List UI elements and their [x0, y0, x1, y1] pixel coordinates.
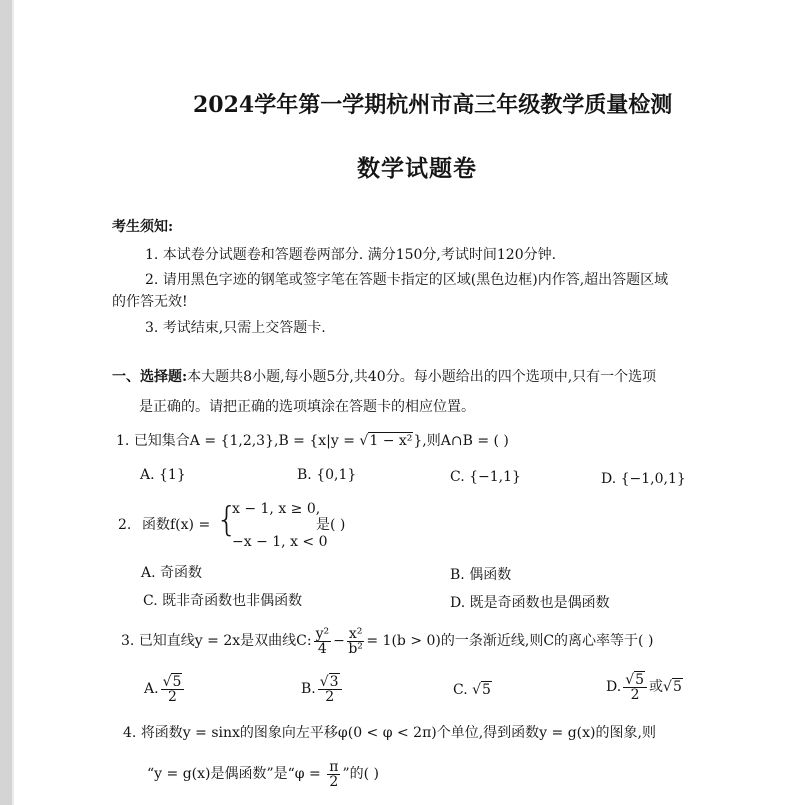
- q3-frac2-den: b²: [348, 640, 363, 657]
- q3-frac2-num: x²: [348, 625, 363, 642]
- notice-item-2: 2. 请用黑色字迹的钢笔或签字笔在答题卡指定的区域(黑色边框)内作答,超出答题区域: [145, 272, 669, 288]
- notice-heading: 考生须知:: [112, 219, 174, 235]
- q4-line-2a: “y = g(x)是偶函数”是“φ =: [147, 766, 326, 782]
- q3-frac1-den: 4: [317, 640, 327, 657]
- q1-option-b: B. {0,1}: [297, 467, 357, 483]
- q1-option-d: D. {−1,0,1}: [601, 471, 686, 487]
- q1-stem-b: },则A∩B = ( ): [413, 433, 509, 449]
- q1-stem-a: 已知集合A = {1,2,3},B = {x|y =: [133, 433, 360, 449]
- page-edge-shadow: [12, 0, 14, 805]
- page-edge: [0, 0, 12, 805]
- section-heading: 一、选择题:: [112, 369, 188, 385]
- notice-item-1: 1. 本试卷分试题卷和答题卷两部分. 满分150分,考试时间120分钟.: [145, 247, 557, 263]
- q2-option-d: D. 既是奇函数也是偶函数: [450, 595, 610, 611]
- question-3: [121, 626, 653, 656]
- question-1: 1. 已知集合A = {1,2,3},B = {x|y = √1 − x²},则A∩B = ( ): [116, 433, 509, 449]
- q3-stem-a: 已知直线y = 2x是双曲线C:: [138, 633, 312, 649]
- notice-item-2-cont: 的作答无效!: [112, 294, 188, 310]
- q2-brace: {: [216, 500, 238, 540]
- section-intro: [112, 368, 656, 386]
- exam-subtitle: 数学试题卷: [357, 155, 477, 182]
- q3-frac1-num: y²: [315, 625, 330, 642]
- q3-minus: −: [333, 633, 345, 649]
- notice-item-3: 3. 考试结束,只需上交答题卡.: [145, 320, 326, 336]
- q3-fraction-x: [347, 627, 365, 656]
- q3-fraction-y: [314, 627, 332, 656]
- exam-title: 2024学年第一学期杭州市高三年级教学质量检测: [193, 92, 673, 118]
- q4-line-2: [147, 759, 379, 789]
- q1-radicand: 1 − x²: [369, 433, 413, 449]
- q1-option-c: C. {−1,1}: [450, 469, 521, 485]
- q2-case-2: −x − 1, x < 0: [232, 534, 328, 550]
- q2-option-b: B. 偶函数: [450, 567, 512, 583]
- q3-option-b: B. $\frac{√3}{2}$: [301, 674, 344, 704]
- q2-option-c: C. 既非奇函数也非偶函数: [143, 593, 303, 609]
- q4-line-2b: ”的( ): [342, 766, 379, 782]
- q4-fraction: $\frac{\pi}{2}$: [329, 758, 339, 790]
- q2-stem-b: 是( ): [316, 517, 346, 533]
- q2-number: 2.: [118, 517, 132, 533]
- question-4: [123, 724, 656, 742]
- q3-number: 3.: [121, 633, 135, 649]
- q2-case-1: x − 1, x ≥ 0,: [232, 501, 321, 517]
- q1-option-a: A. {1}: [140, 467, 186, 483]
- q3-option-a: A. $\frac{√5}{2}$: [144, 674, 186, 704]
- q4-number: 4.: [123, 725, 137, 741]
- q1-number: 1.: [116, 433, 130, 449]
- q2-stem-a: 函数f(x) =: [142, 517, 211, 533]
- section-desc-line2: 是正确的。请把正确的选项填涂在答题卡的相应位置。: [139, 399, 475, 415]
- q3-option-c: C. √5: [453, 682, 491, 698]
- q3-option-d: D. $\frac{√5}{2}$ 或√5: [606, 671, 682, 703]
- section-desc-line1: 本大题共8小题,每小题5分,共40分。每小题给出的四个选项中,只有一个选项: [187, 369, 657, 385]
- q3-stem-b: = 1(b > 0)的一条渐近线,则C的离心率等于( ): [366, 633, 654, 649]
- q4-line-1: 将函数y = sinx的图象向左平移φ(0 < φ < 2π)个单位,得到函数y = g(x)的图象,则: [140, 725, 656, 741]
- q2-option-a: A. 奇函数: [141, 565, 203, 581]
